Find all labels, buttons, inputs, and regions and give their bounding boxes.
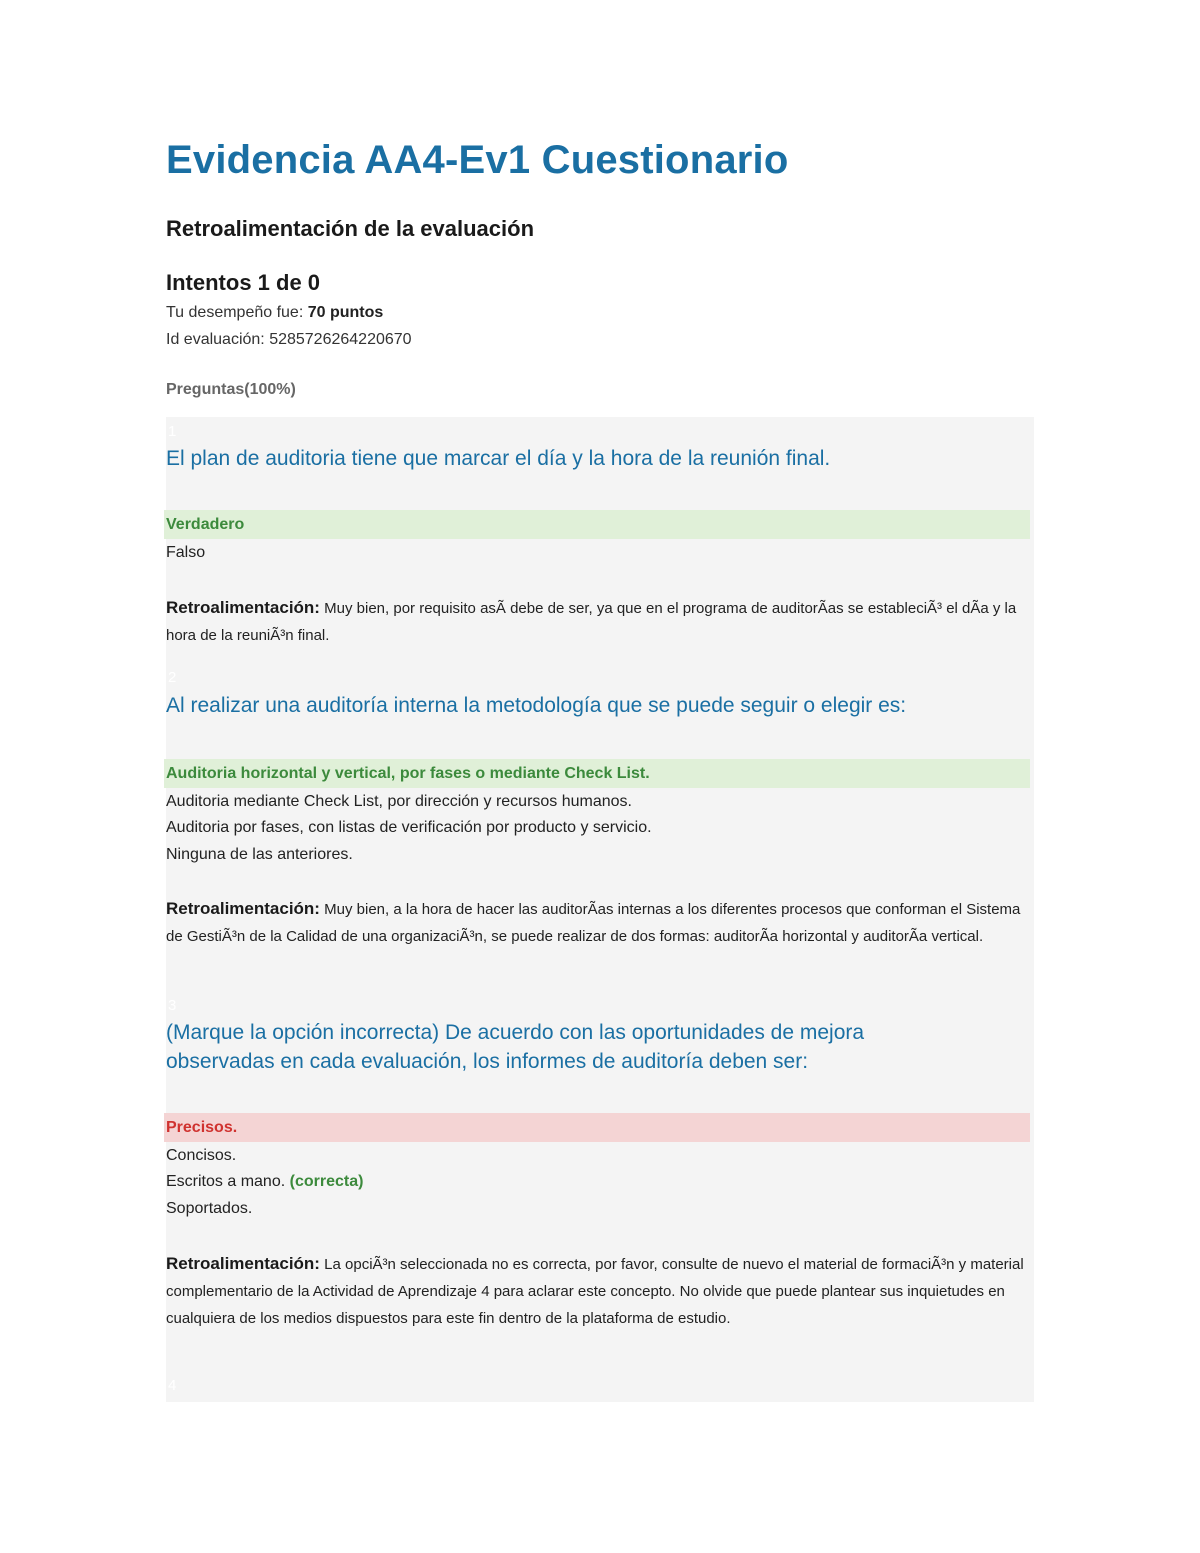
performance-label: Tu desempeño fue:	[166, 304, 304, 321]
selected-answer-correct: Auditoria horizontal y vertical, por fases o mediante Check List.	[164, 759, 1030, 788]
feedback-block	[166, 895, 1026, 950]
correct-tag: (correcta)	[289, 1173, 364, 1190]
attempts-heading: Intentos 1 de 0	[166, 270, 321, 295]
feedback-text: La opciÃ³n seleccionada no es correcta, por favor, consulte de nuevo el material de formaciÃ³n y material complementario de la Actividad de Aprendizaje 4 para aclarar este concepto. No olvide que puede plantear sus inquietudes en cualquiera de los medios dispuestos para este fin dentro de la plataforma de estudio.	[166, 1256, 1024, 1327]
answer-option: Ninguna de las anteriores.	[166, 846, 353, 863]
answer-option-correct	[166, 1173, 363, 1191]
questions-panel	[166, 417, 1034, 1402]
feedback-text: Muy bien, por requisito asÃ debe de ser, ya que en el programa de auditorÃas se estableciÃ³ el dÃa y la hora de la reuniÃ³n final.	[166, 600, 1017, 644]
question-number: 1	[168, 423, 177, 440]
evaluation-id-label: Id evaluación:	[166, 331, 265, 348]
answer-option: Auditoria mediante Check List, por dirección y recursos humanos.	[166, 793, 632, 810]
answer-option: Soportados.	[166, 1200, 253, 1217]
evaluation-id-line	[166, 331, 412, 349]
feedback-label: Retroalimentación:	[166, 1254, 320, 1273]
feedback-label: Retroalimentación:	[166, 899, 320, 918]
feedback-block	[166, 1250, 1026, 1332]
answer-option: Concisos.	[166, 1147, 237, 1164]
performance-value: 70 puntos	[307, 304, 384, 321]
feedback-block	[166, 594, 1026, 649]
question-number: 3	[168, 997, 177, 1014]
evaluation-id-value: 5285726264220670	[269, 331, 412, 348]
page-subtitle: Retroalimentación de la evaluación	[166, 216, 535, 241]
answer-option: Falso	[166, 544, 206, 561]
performance-line	[166, 304, 383, 322]
selected-answer-correct: Verdadero	[164, 510, 1030, 539]
feedback-label: Retroalimentación:	[166, 598, 320, 617]
feedback-text: Muy bien, a la hora de hacer las auditorÃas internas a los diferentes procesos que conforman el Sistema de GestiÃ³n de la Calidad de una organizaciÃ³n, se puede realizar de dos formas: auditorÃa horizontal y auditorÃa vertical.	[166, 901, 1021, 945]
page-title: Evidencia AA4-Ev1 Cuestionario	[166, 138, 789, 182]
question-text: (Marque la opción incorrecta) De acuerdo con las oportunidades de mejora observadas en cada evaluación, los informes de auditoría deben ser:	[166, 1021, 865, 1073]
questions-label: Preguntas(100%)	[166, 381, 296, 398]
question-text: El plan de auditoria tiene que marcar el día y la hora de la reunión final.	[166, 447, 831, 470]
answer-option-text: Escritos a mano.	[166, 1173, 286, 1190]
answer-option: Auditoria por fases, con listas de verificación por producto y servicio.	[166, 819, 652, 836]
question-text: Al realizar una auditoría interna la metodología que se puede seguir o elegir es:	[166, 694, 907, 717]
selected-answer-incorrect: Precisos.	[164, 1113, 1030, 1142]
question-number: 4	[168, 1377, 177, 1394]
question-number: 2	[168, 669, 177, 686]
